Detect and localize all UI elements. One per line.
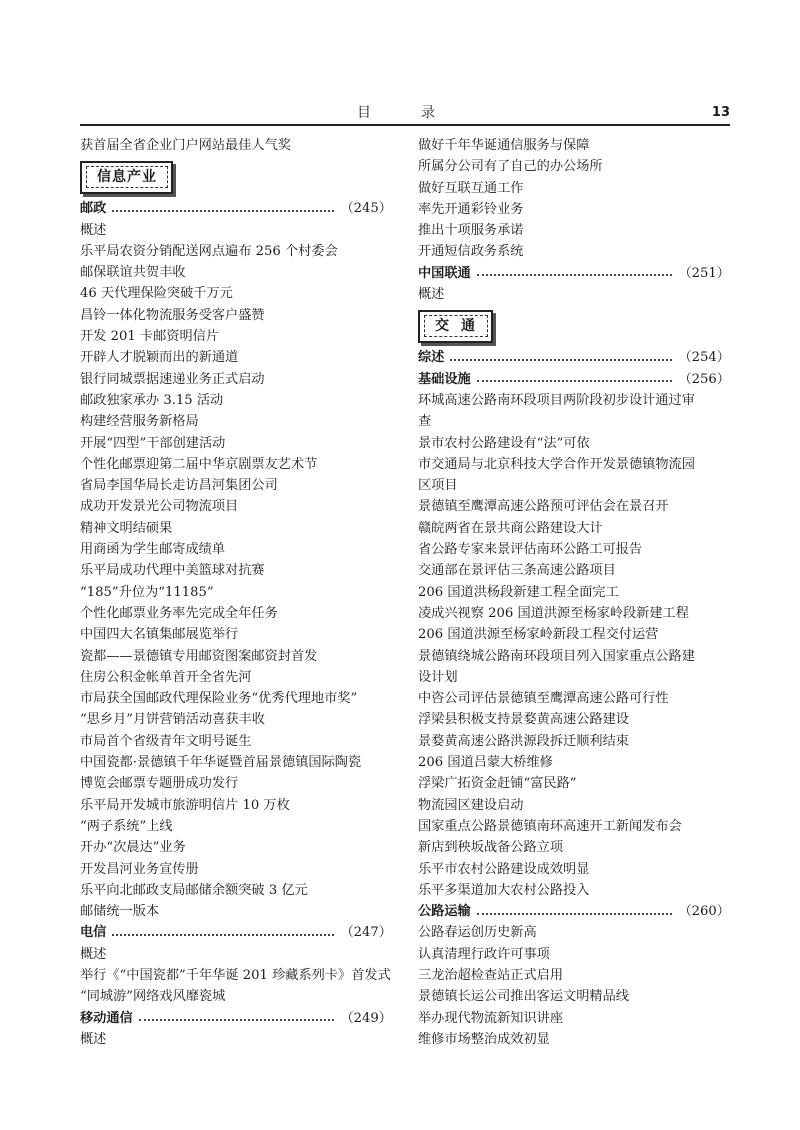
toc-item[interactable]: 率先开通彩铃业务 [418, 201, 524, 217]
section-banner [80, 161, 173, 194]
toc-item[interactable]: 开办“次晨达”业务 [80, 840, 186, 856]
toc-item[interactable]: 省公路专家来景评估南环公路工可报告 [418, 542, 643, 558]
toc-item[interactable]: 乐平向北邮政支局邮储余额突破 3 亿元 [80, 882, 308, 898]
toc-heading-page: （247） [340, 925, 392, 941]
toc-item[interactable]: 景婺黄高速公路洪源段拆迁顺利结束 [418, 733, 629, 749]
toc-item[interactable]: 用商函为学生邮寄成绩单 [80, 542, 226, 558]
toc-leader-dots [477, 274, 673, 276]
toc-item[interactable]: 个性化邮票业务率先完成全年任务 [80, 605, 278, 621]
toc-item[interactable]: 精神文明结硕果 [80, 520, 173, 536]
toc-item[interactable]: 查 [418, 414, 432, 430]
section-banner-row [418, 305, 730, 347]
toc-heading-page: （254） [678, 350, 730, 366]
toc-heading[interactable] [418, 347, 730, 368]
toc-item[interactable]: “同城游”网络戏风靡瓷城 [80, 989, 226, 1005]
toc-heading-title: 综述 [418, 350, 445, 366]
toc-item[interactable]: 交通部在景评估三条高速公路项目 [418, 563, 616, 579]
toc-heading[interactable] [418, 263, 730, 284]
toc-item[interactable]: 景德镇至鹰潭高速公路预可评估会在景召开 [418, 499, 669, 515]
toc-item[interactable]: 乐平局农资分销配送网点遍布 256 个村委会 [80, 243, 338, 259]
toc-heading[interactable] [80, 922, 392, 943]
toc-heading-title: 基础设施 [418, 371, 471, 387]
toc-item[interactable]: 昌铃一体化物流服务受客户盛赞 [80, 307, 265, 323]
toc-item[interactable]: 开发昌河业务宣传册 [80, 861, 199, 877]
toc-item[interactable]: 中咨公司评估景德镇至鹰潭高速公路可行性 [418, 691, 669, 707]
toc-item[interactable]: 举办现代物流新知识讲座 [418, 1010, 564, 1026]
toc-leader-dots [112, 210, 334, 212]
toc-item[interactable]: 浮梁县积极支持景婺黄高速公路建设 [418, 712, 629, 728]
toc-heading-page: （256） [678, 371, 730, 387]
toc-item[interactable]: 凌成兴视察 206 国道洪源至杨家岭段新建工程 [418, 605, 689, 621]
toc-item[interactable]: “185”升位为“11185” [80, 584, 214, 600]
page-header [80, 104, 730, 124]
toc-item[interactable]: 个性化邮票迎第二届中华京剧票友艺术节 [80, 456, 318, 472]
section-banner [418, 310, 493, 343]
toc-heading-page: （251） [678, 265, 730, 281]
toc-item[interactable]: 市交通局与北京科技大学合作开发景德镇物流园 [418, 456, 695, 472]
header-rule [80, 124, 730, 126]
section-banner-title: 信息产业 [86, 166, 168, 188]
toc-item[interactable]: 开展“四型”干部创建活动 [80, 435, 226, 451]
toc-item[interactable]: 环城高速公路南环段项目两阶段初步设计通过审 [418, 392, 695, 408]
toc-item[interactable]: 概述 [418, 287, 445, 303]
toc-item[interactable]: 博览会邮票专题册成功发行 [80, 776, 239, 792]
toc-item[interactable]: 三龙治超检查站正式启用 [418, 967, 564, 983]
toc-item[interactable]: 获首届全省企业门户网站最佳人气奖 [80, 138, 291, 153]
toc-item[interactable]: 物流园区建设启动 [418, 797, 524, 813]
toc-item[interactable]: “思乡月”月饼营销活动喜获丰收 [80, 712, 265, 728]
toc-item[interactable]: 邮保联谊共贺丰收 [80, 265, 186, 281]
toc-heading-page: （245） [340, 201, 392, 217]
section-banner-title: 交通 [424, 315, 488, 337]
toc-heading[interactable] [418, 369, 730, 390]
toc-item[interactable]: 乐平局成功代理中美篮球对抗赛 [80, 563, 265, 579]
toc-item[interactable]: 概述 [80, 1031, 107, 1047]
toc-item[interactable]: 206 国道洪杨段新建工程全面完工 [418, 584, 619, 600]
toc-item[interactable]: 国家重点公路景德镇南环高速开工新闻发布会 [418, 818, 682, 834]
toc-item[interactable]: 做好千年华诞通信服务与保障 [418, 138, 590, 153]
toc-item[interactable]: 46 天代理保险突破千万元 [80, 286, 233, 302]
toc-item[interactable]: 市局获全国邮政代理保险业务“优秀代理地市奖” [80, 691, 358, 707]
toc-heading-page: （249） [340, 1010, 392, 1026]
toc-item[interactable]: 瓷都——景德镇专用邮资图案邮资封首发 [80, 648, 318, 664]
toc-heading-page: （260） [678, 904, 730, 920]
toc-item[interactable]: 开发 201 卡邮资明信片 [80, 329, 220, 345]
toc-item[interactable]: 开通短信政务系统 [418, 244, 524, 260]
toc-item[interactable]: 做好互联互通工作 [418, 180, 524, 196]
toc-item[interactable]: 推出十项服务承诺 [418, 223, 524, 239]
toc-item[interactable]: 概述 [80, 946, 107, 962]
toc-item[interactable]: 206 国道洪源至杨家岭新段工程交付运营 [418, 627, 659, 643]
toc-item[interactable]: 所属分公司有了自己的办公场所 [418, 159, 603, 175]
toc-item[interactable]: 公路春运创历史新高 [418, 925, 537, 941]
toc-heading-title: 公路运输 [418, 904, 471, 920]
toc-heading[interactable] [80, 1008, 392, 1029]
toc-item[interactable]: “两子系统”上线 [80, 818, 173, 834]
toc-item[interactable]: 浮梁广拓资金赶铺“富民路” [418, 776, 577, 792]
toc-heading-title: 移动通信 [80, 1010, 133, 1026]
toc-right-column [418, 135, 730, 1050]
toc-leader-dots [477, 913, 673, 915]
header-title: 目 录 [357, 105, 453, 121]
toc-leader-dots [477, 380, 673, 382]
toc-item[interactable]: 设计划 [418, 669, 458, 685]
toc-item[interactable]: 邮储统一版本 [80, 904, 160, 920]
section-banner-row [80, 156, 392, 198]
toc-item[interactable]: 新店到秧坂战备公路立项 [418, 840, 564, 856]
toc-item[interactable]: 中国瓷都·景德镇千年华诞暨首届景德镇国际陶瓷 [80, 755, 362, 771]
toc-leader-dots [112, 934, 334, 936]
toc-heading[interactable] [418, 901, 730, 922]
toc-item[interactable]: 省局李国华局长走访昌河集团公司 [80, 478, 278, 494]
toc-heading-title: 电信 [80, 925, 107, 941]
toc-item[interactable]: 景市农村公路建设有“法”可依 [418, 435, 590, 451]
toc-item[interactable]: 乐平多渠道加大农村公路投入 [418, 882, 590, 898]
toc-item[interactable]: 乐平局开发城市旅游明信片 10 万枚 [80, 797, 290, 813]
toc-item[interactable]: 景德镇绕城公路南环段项目列入国家重点公路建 [418, 648, 695, 664]
toc-item[interactable]: 住房公积金帐单首开全省先河 [80, 669, 252, 685]
toc-heading[interactable] [80, 198, 392, 219]
toc-item[interactable]: 维修市场整治成效初显 [418, 1031, 550, 1047]
toc-item[interactable]: 市局首个省级青年文明号诞生 [80, 733, 252, 749]
toc-heading-title: 邮政 [80, 201, 107, 217]
toc-item[interactable]: 成功开发景光公司物流项目 [80, 499, 239, 515]
toc-heading-title: 中国联通 [418, 265, 471, 281]
toc-item[interactable]: 银行同城票据速递业务正式启动 [80, 371, 265, 387]
toc-item[interactable]: 概述 [80, 222, 107, 238]
toc-item[interactable]: 中国四大名镇集邮展览举行 [80, 627, 239, 643]
toc-item[interactable]: 206 国道吕蒙大桥维修 [418, 755, 553, 771]
toc-item[interactable]: 景德镇长运公司推出客运文明精品线 [418, 989, 629, 1005]
toc-leader-dots [450, 359, 672, 361]
page-number: 13 [711, 105, 730, 120]
toc-item[interactable]: 乐平市农村公路建设成效明显 [418, 861, 590, 877]
toc-item[interactable]: 认真清理行政许可事项 [418, 946, 550, 962]
toc-leader-dots [139, 1019, 335, 1021]
toc-item[interactable]: 开辟人才脱颖而出的新通道 [80, 350, 239, 366]
toc-item[interactable]: 邮政独家承办 3.15 活动 [80, 392, 224, 408]
toc-left-column [80, 135, 392, 1050]
toc-item[interactable]: 区项目 [418, 478, 458, 494]
toc-item[interactable]: 赣皖两省在景共商公路建设大计 [418, 520, 603, 536]
toc-item[interactable]: 举行《“中国瓷都”千年华诞 201 珍藏系列卡》首发式 [80, 967, 391, 983]
toc-item[interactable]: 构建经营服务新格局 [80, 414, 199, 430]
